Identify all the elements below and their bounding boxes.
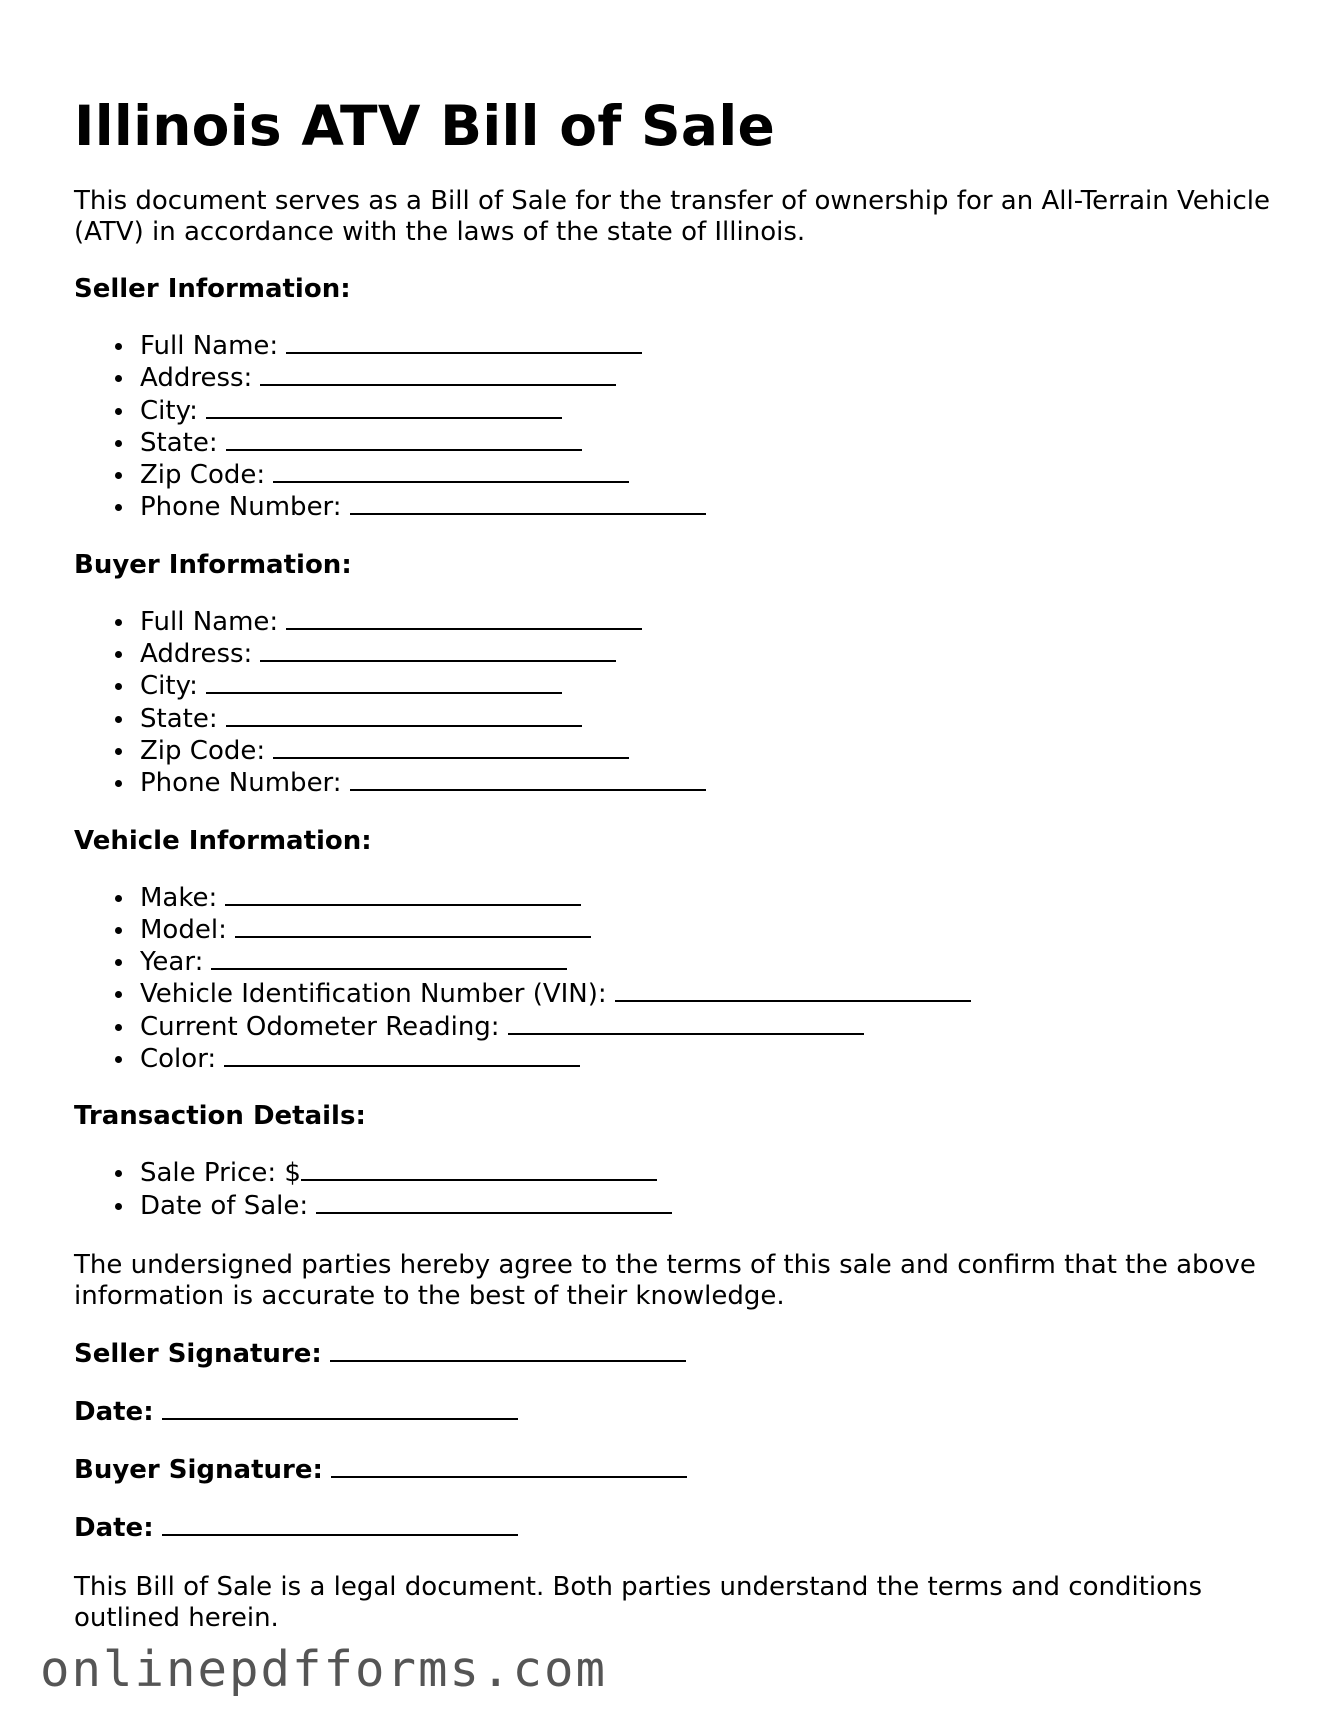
buyer-city-field	[140, 670, 1294, 702]
seller-signature-line	[74, 1338, 1294, 1370]
field-label: Vehicle Identification Number (VIN):	[140, 979, 607, 1010]
agreement-paragraph: The undersigned parties hereby agree to the terms of this sale and confirm that the above information is accurate to the best of their knowledge.	[74, 1249, 1256, 1311]
buyer-signature-line	[74, 1454, 1294, 1486]
field-label: Phone Number:	[140, 768, 342, 799]
field-label: Make:	[140, 882, 218, 913]
vehicle-vin-blank[interactable]	[615, 978, 971, 1002]
document-title: Illinois ATV Bill of Sale	[74, 94, 776, 158]
vehicle-vin-field	[140, 978, 1294, 1010]
buyer-date-label: Date:	[74, 1512, 154, 1543]
seller-fields-list	[74, 330, 1294, 524]
seller-zip-blank[interactable]	[273, 459, 629, 483]
seller-date-blank[interactable]	[162, 1396, 518, 1420]
seller-full-name-field	[140, 330, 1294, 362]
buyer-phone-blank[interactable]	[350, 767, 706, 791]
field-label: Current Odometer Reading:	[140, 1011, 500, 1042]
seller-state-field	[140, 427, 1294, 459]
buyer-zip-blank[interactable]	[273, 735, 629, 759]
vehicle-odometer-blank[interactable]	[508, 1011, 864, 1035]
sale-price-field	[140, 1157, 1294, 1189]
seller-full-name-blank[interactable]	[286, 330, 642, 354]
transaction-fields-list	[74, 1157, 1294, 1222]
buyer-fields-list	[74, 606, 1294, 800]
seller-city-blank[interactable]	[206, 395, 562, 419]
seller-city-field	[140, 395, 1294, 427]
buyer-date-line	[74, 1512, 1294, 1544]
buyer-signature-label: Buyer Signature:	[74, 1454, 323, 1485]
seller-address-blank[interactable]	[260, 362, 616, 386]
buyer-signature-blank[interactable]	[331, 1454, 687, 1478]
buyer-full-name-blank[interactable]	[286, 606, 642, 630]
seller-date-label: Date:	[74, 1396, 154, 1427]
buyer-phone-field	[140, 767, 1294, 799]
buyer-heading: Buyer Information:	[74, 549, 352, 580]
seller-address-field	[140, 362, 1294, 394]
seller-phone-field	[140, 491, 1294, 523]
seller-signature-blank[interactable]	[330, 1338, 686, 1362]
date-of-sale-field	[140, 1190, 1294, 1222]
buyer-state-blank[interactable]	[226, 703, 582, 727]
closing-paragraph: This Bill of Sale is a legal document. Both parties understand the terms and conditions outlined herein.	[74, 1571, 1203, 1633]
sale-price-blank[interactable]	[301, 1157, 657, 1181]
seller-zip-field	[140, 459, 1294, 491]
field-label: Address:	[140, 639, 253, 670]
field-label: City:	[140, 395, 198, 426]
field-label: Zip Code:	[140, 735, 266, 766]
document-page	[74, 0, 1294, 1634]
field-label: Color:	[140, 1044, 217, 1075]
buyer-zip-field	[140, 735, 1294, 767]
vehicle-color-field	[140, 1043, 1294, 1075]
transaction-heading: Transaction Details:	[74, 1101, 366, 1132]
field-label: Full Name:	[140, 606, 279, 637]
intro-paragraph: This document serves as a Bill of Sale for the transfer of ownership for an All-Terrain Vehicle (ATV) in accordance with the laws of the state of Illinois.	[74, 186, 1270, 247]
field-label: Full Name:	[140, 331, 279, 361]
field-label: Sale Price: $	[140, 1158, 301, 1189]
vehicle-year-blank[interactable]	[211, 946, 567, 970]
vehicle-odometer-field	[140, 1011, 1294, 1043]
seller-state-blank[interactable]	[226, 427, 582, 451]
date-of-sale-blank[interactable]	[316, 1190, 672, 1214]
vehicle-make-field	[140, 882, 1294, 914]
buyer-date-blank[interactable]	[162, 1512, 518, 1536]
vehicle-fields-list	[74, 882, 1294, 1076]
seller-date-line	[74, 1396, 1294, 1428]
vehicle-heading: Vehicle Information:	[74, 825, 372, 856]
seller-heading: Seller Information:	[74, 274, 351, 304]
site-watermark: onlinepdfforms.com	[40, 1641, 608, 1698]
buyer-address-blank[interactable]	[260, 638, 616, 662]
vehicle-model-blank[interactable]	[235, 914, 591, 938]
vehicle-make-blank[interactable]	[225, 882, 581, 906]
seller-signature-label: Seller Signature:	[74, 1338, 322, 1369]
field-label: Address:	[140, 363, 253, 394]
buyer-city-blank[interactable]	[206, 670, 562, 694]
buyer-state-field	[140, 703, 1294, 735]
field-label: City:	[140, 671, 198, 702]
buyer-address-field	[140, 638, 1294, 670]
seller-phone-blank[interactable]	[350, 491, 706, 515]
field-label: Year:	[140, 947, 204, 978]
field-label: Date of Sale:	[140, 1190, 309, 1221]
vehicle-model-field	[140, 914, 1294, 946]
field-label: Model:	[140, 914, 227, 945]
vehicle-year-field	[140, 946, 1294, 978]
field-label: State:	[140, 703, 218, 734]
field-label: Zip Code:	[140, 460, 266, 491]
field-label: State:	[140, 427, 218, 458]
vehicle-color-blank[interactable]	[224, 1043, 580, 1067]
field-label: Phone Number:	[140, 492, 342, 523]
buyer-full-name-field	[140, 606, 1294, 638]
